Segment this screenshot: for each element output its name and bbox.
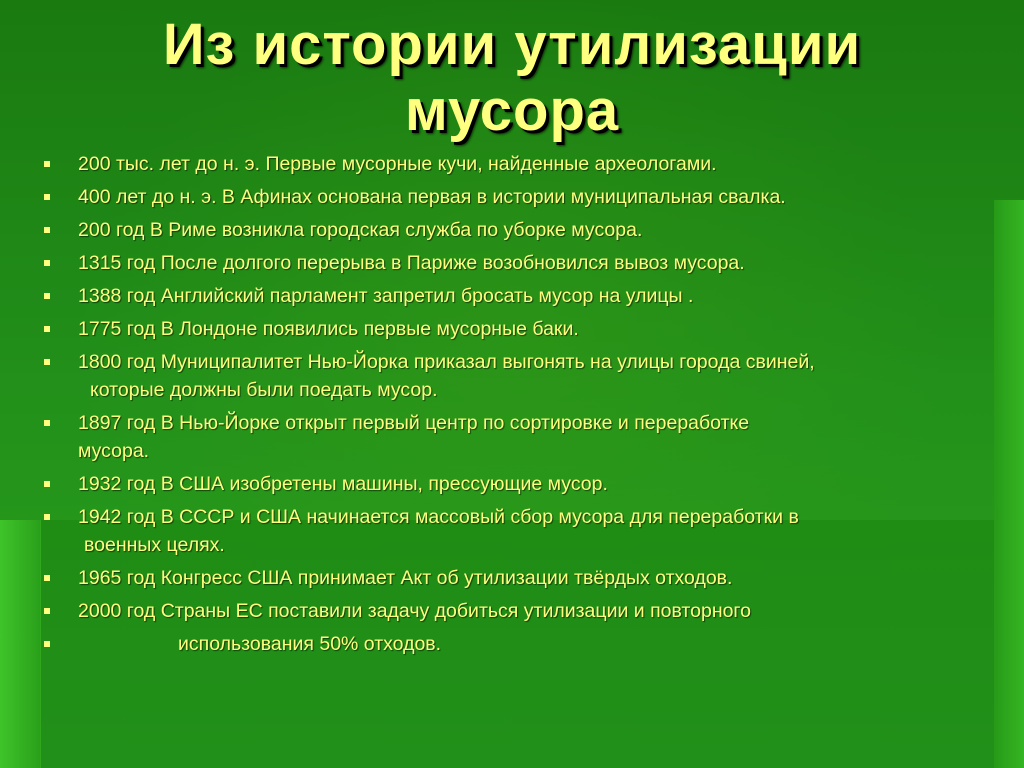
list-item	[40, 183, 990, 211]
bullet-icon	[44, 608, 50, 614]
list-item	[40, 249, 990, 277]
bullet-icon	[44, 161, 50, 167]
list-item-continuation: военных целях.	[84, 534, 225, 556]
bullet-icon	[44, 481, 50, 487]
bullet-icon	[44, 514, 50, 520]
list-item	[40, 630, 990, 658]
bullet-icon	[44, 326, 50, 332]
list-item	[40, 503, 990, 559]
list-item	[40, 348, 990, 404]
list-item-continuation: мусора.	[78, 440, 150, 462]
list-item	[40, 315, 990, 343]
list-item	[40, 564, 990, 592]
list-item-text: 1388 год Английский парламент запретил бросать мусор на улицы .	[78, 285, 694, 307]
title-line-1: Из истории утилизации	[162, 12, 862, 77]
list-item-text: 1800 год Муниципалитет Нью-Йорка приказал выгонять на улицы города свиней,	[78, 351, 815, 373]
bullet-icon	[44, 641, 50, 647]
list-item-text: 200 тыс. лет до н. э. Первые мусорные кучи, найденные археологами.	[78, 153, 717, 175]
bullet-icon	[44, 359, 50, 365]
decor-panel-right	[994, 200, 1024, 768]
list-item-continuation: которые должны были поедать мусор.	[90, 379, 438, 401]
list-item	[40, 150, 990, 178]
bullet-icon	[44, 575, 50, 581]
list-item	[40, 470, 990, 498]
list-item-text: 1775 год В Лондоне появились первые мусорные баки.	[78, 318, 579, 340]
list-item-text: 200 год В Риме возникла городская служба по уборке мусора.	[78, 219, 643, 241]
list-item	[40, 597, 990, 625]
bullet-icon	[44, 260, 50, 266]
title-line-2: мусора	[404, 78, 620, 143]
list-item-text: использования 50% отходов.	[178, 633, 442, 655]
list-item-text: 1965 год Конгресс США принимает Акт об утилизации твёрдых отходов.	[78, 567, 733, 589]
decor-panel-left	[0, 520, 40, 768]
bullet-icon	[44, 293, 50, 299]
list-item	[40, 282, 990, 310]
list-item-text: 1932 год В США изобретены машины, прессующие мусор.	[78, 473, 608, 495]
list-item-text: 400 лет до н. э. В Афинах основана первая в истории муниципальная свалка.	[78, 186, 786, 208]
slide-title	[0, 12, 1024, 144]
bullet-icon	[44, 420, 50, 426]
list-item-text: 1897 год В Нью-Йорке открыт первый центр по сортировке и переработке	[78, 412, 750, 434]
list-item-text: 2000 год Страны ЕС поставили задачу добиться утилизации и повторного	[78, 600, 751, 622]
bullet-icon	[44, 227, 50, 233]
list-item	[40, 216, 990, 244]
bullet-icon	[44, 194, 50, 200]
list-item-text: 1315 год После долгого перерыва в Париже возобновился вывоз мусора.	[78, 252, 745, 274]
list-item	[40, 409, 990, 465]
list-item-text: 1942 год В СССР и США начинается массовый сбор мусора для переработки в	[78, 506, 799, 528]
history-list	[40, 150, 990, 663]
